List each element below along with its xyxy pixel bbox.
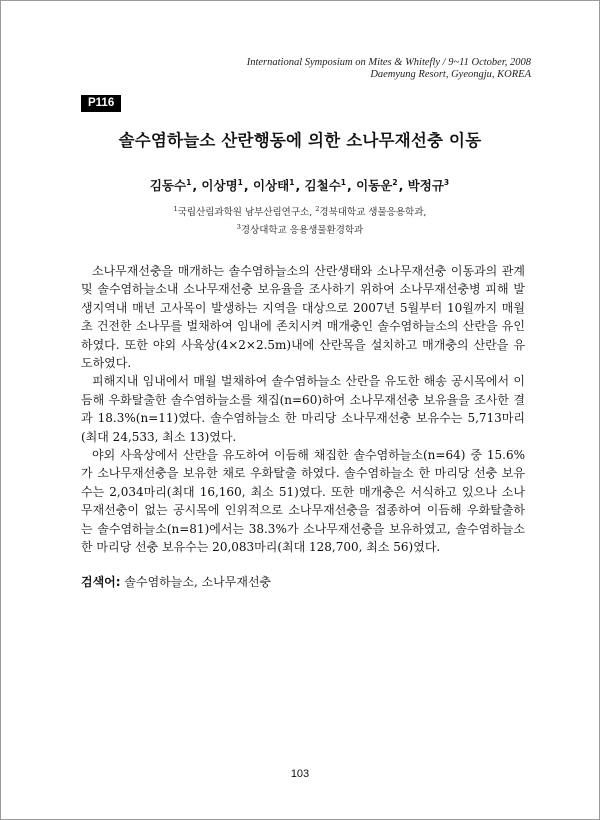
poster-id-badge: P116 (81, 95, 121, 112)
abstract-paragraph: 야외 사육상에서 산란을 유도하여 이듬해 채집한 솔수염하늘소(n=64) 중 15.6%가 소나무재선충을 보유한 채로 우화탈출 하였다. 솔수염하늘소 한 마리당 선충 보유수는 2,034마리(최대 16,160, 최소 51)였다. 또한 매개충은 서식하고 있으나 소나무재선충이 없는 공시목에 인위적으로 소나무재선충을 접종하여 이듬해 우화탈출하는 솔수염하늘소(n=81)에서는 38.3%가 소나무재선충을 보유하였고, 솔수염하늘소 한 마리당 선충 보유수는 20,083마리(최대 128,700, 최소 56)였다. (81, 448, 525, 555)
author: 김철수$^1$ (304, 177, 346, 193)
paper-title: 솔수염하늘소 산란행동에 의한 소나무재선충 이동 (118, 131, 482, 150)
conference-name: International Symposium on Mites & Whitefly / 9~11 October, 2008 (246, 57, 531, 68)
keywords-label: 검색어: (81, 575, 121, 589)
conference-venue: Daemyung Resort, Gyeongju, KOREA (370, 69, 531, 80)
affiliation-line: $^3$경상대학교 응용생물환경학과 (236, 223, 364, 237)
author: 이동운$^2$ (356, 177, 398, 193)
author: 박정규$^3$ (407, 177, 450, 193)
affiliation-line: $^1$국립산림과학원 남부산림연구소, $^2$경북대학교 생물응용학과, (173, 205, 427, 219)
affiliations (1, 202, 599, 238)
keywords-text: 솔수염하늘소, 소나무재선충 (124, 575, 272, 589)
abstract-paragraph: 피해지내 임내에서 매월 벌채하여 솔수염하늘소 산란을 유도한 해송 공시목에서 이듬해 우화탈출한 솔수염하늘소를 채집(n=60)하여 소나무재선충 보유율을 조사한 결과 18.3%(n=11)였다. 솔수염하늘소 한 마리당 소나무재선충 보유수는 5,713마리(최대 24,533, 최소 13)였다. (81, 374, 525, 444)
author: 이상명$^1$ (201, 177, 243, 193)
keywords (81, 573, 525, 591)
abstract-paragraph: 소나무재선충을 매개하는 솔수염하늘소의 산란생태와 소나무재선충 이동과의 관계 및 솔수염하늘소내 소나무재선충 보유율을 조사하기 위하여 소나무재선충병 피해 발생지역내 매년 고사목이 발생하는 지역을 대상으로 2007년 5월부터 10월까지 매월 초 건전한 소나무를 벌채하여 임내에 존치시켜 매개충인 솔수염하늘소의 산란을 유인하였다. 또한 야외 사육상(4×2×2.5m)내에 산란목을 설치하고 매개충의 산란을 유도하였다. (81, 264, 525, 371)
author: 이상태$^1$ (252, 177, 295, 193)
page-number: 103 (290, 768, 310, 780)
author: 김동수$^1$ (149, 177, 192, 193)
conference-header (247, 57, 531, 81)
author-list: 김동수$^1$, 이상명$^1$, 이상태$^1$, 김철수$^1$, 이동운$^2$, 박정규$^3$ (149, 177, 450, 193)
abstract-body (81, 262, 525, 557)
